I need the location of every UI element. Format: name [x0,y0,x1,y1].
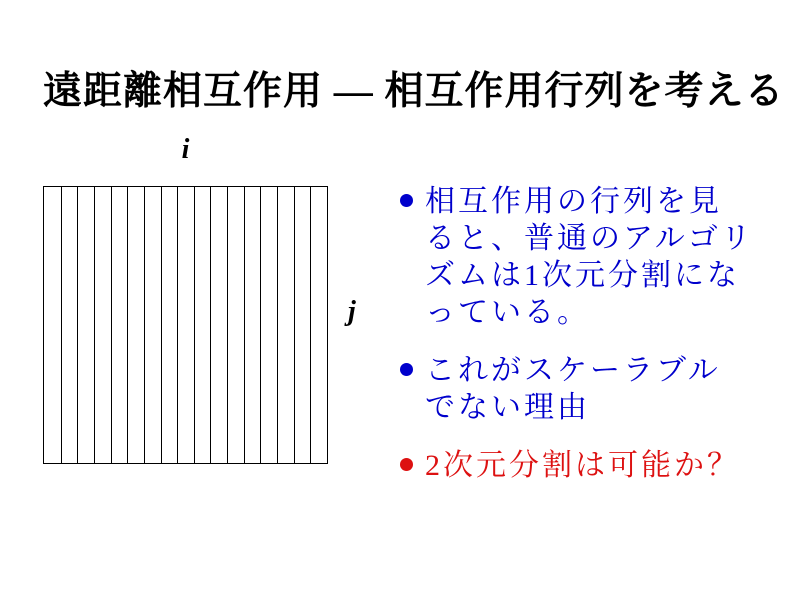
bullet-dot-icon [400,458,413,471]
bullet-text [425,352,721,426]
matrix-column-divider [111,187,112,463]
bullet-text [425,447,740,484]
bullet-line: っている。 [425,296,590,329]
bullet-text [425,183,754,331]
matrix-column-divider [227,187,228,463]
bullet-line: でない理由 [425,391,590,424]
slide-title: 遠距離相互作用 — 相互作用行列を考える [43,70,785,113]
matrix-axis-label-i: i [181,134,190,165]
matrix-column-divider [210,187,211,463]
matrix-column-divider [294,187,295,463]
matrix-column-divider [244,187,245,463]
matrix-column-divider [127,187,128,463]
matrix-column-divider [61,187,62,463]
matrix-column-divider [94,187,95,463]
bullet-line: 2次元分割は可能か？ [425,449,740,482]
matrix-column-divider [194,187,195,463]
matrix-column-divider [161,187,162,463]
matrix-column-divider [310,187,311,463]
bullet-item [398,447,783,484]
matrix-column-divider [277,187,278,463]
matrix-column-divider [177,187,178,463]
bullet-item [398,352,783,426]
interaction-matrix-figure [43,186,328,464]
bullet-line: ズムは1次元分割にな [425,259,740,292]
bullet-dot-icon [400,194,413,207]
matrix-column-divider [144,187,145,463]
matrix-axis-label-j: j [348,296,356,327]
bullet-list [398,183,783,505]
bullet-line: 相互作用の行列を見 [425,185,722,218]
bullet-item [398,183,783,331]
bullet-dot-icon [400,363,413,376]
matrix-column-divider [77,187,78,463]
bullet-line: ると、普通のアルゴリ [425,222,754,255]
matrix-column-divider [260,187,261,463]
bullet-line: これがスケーラブル [425,354,721,387]
